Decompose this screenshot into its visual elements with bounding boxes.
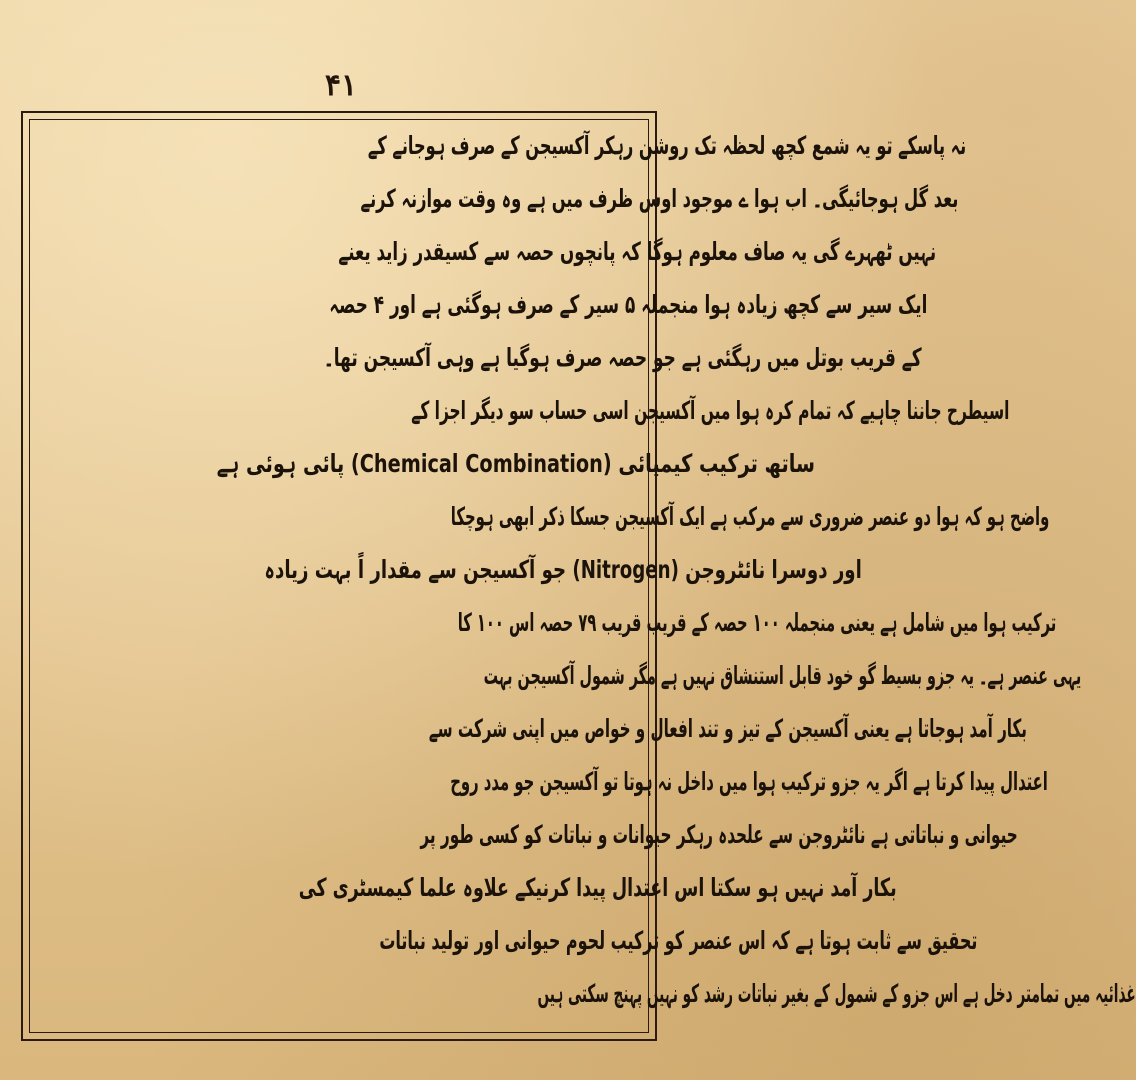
- text-line: غذائیہ میں تمامتر دخل ہے اس جزو کے شمول کے بغیر نباتات رشد کو نہیں پہنچ سکتی ہیں: [537, 979, 1136, 1008]
- text-line: نہ پاسکے تو یہ شمع کچھ لحظہ تک روشن رہکر آکسیجن کے صرف ہوجانے کے: [367, 131, 967, 160]
- text-line: واضح ہو کہ ہوا دو عنصر ضروری سے مرکب ہے ایک آکسیجن جسکا ذکر ابھی ہوچکا: [450, 502, 1050, 531]
- text-line: بکار آمد ہوجاتا ہے یعنی آکسیجن کے تیز و تند افعال و خواص میں اپنی شرکت سے: [428, 714, 1027, 743]
- text-line: یہی عنصر ہے۔ یہ جزو بسیط گو خود قابل استنشاق نہیں ہے مگر شمول آکسیجن بہت: [483, 661, 1082, 690]
- text-line: ایک سیر سے کچھ زیادہ ہوا منجملہ ۵ سیر کے صرف ہوگئی ہے اور ۴ حصہ: [329, 290, 928, 319]
- body-text: [34, 125, 1136, 1025]
- page-number: ۴۱: [324, 68, 358, 103]
- text-line: تحقیق سے ثابت ہوتا ہے کہ اس عنصر کو ترکیب لحوم حیوانی اور تولید نباتات: [379, 926, 978, 955]
- text-line: کے قریب بوتل میں رہگئی ہے جو حصہ صرف ہوگیا ہے وہی آکسیجن تھا۔: [323, 343, 922, 372]
- text-line: بعد گل ہوجائیگی۔ اب ہوا ے موجود اوس ظرف میں ہے وہ وقت موازنہ کرنے: [360, 184, 959, 213]
- text-line: ساتھ ترکیب کیمیائی (Chemical Combination) پائی ہوئی ہے: [216, 449, 816, 478]
- text-line: ترکیب ہوا میں شامل ہے یعنی منجملہ ۱۰۰ حصہ کے قریب قریب ۷۹ حصہ اس ۱۰۰ کا: [457, 608, 1057, 637]
- text-line: اعتدال پیدا کرتا ہے اگر یہ جزو ترکیب ہوا میں داخل نہ ہوتا تو آکسیجن جو مدد روح: [450, 767, 1048, 796]
- text-line: اسیطرح جاننا چاہیے کہ تمام کرہ ہوا میں آکسیجن اسی حساب سو دیگر اجزا کے: [411, 396, 1010, 425]
- text-line: حیوانی و نباتاتی ہے نائٹروجن سے علحدہ رہکر حیوانات و نباتات کو کسی طور پر: [420, 820, 1018, 849]
- text-line: بکار آمد نہیں ہو سکتا اس اعتدال پیدا کرنیکے علاوہ علما کیمسٹری کی: [298, 873, 897, 902]
- text-line: اور دوسرا نائٹروجن (Nitrogen) جو آکسیجن سے مقدار اً بہت زیادہ: [264, 555, 862, 584]
- text-line: نہیں ٹھہرے گی یہ صاف معلوم ہوگا کہ پانچوں حصہ سے کسیقدر زاید یعنے: [338, 237, 937, 266]
